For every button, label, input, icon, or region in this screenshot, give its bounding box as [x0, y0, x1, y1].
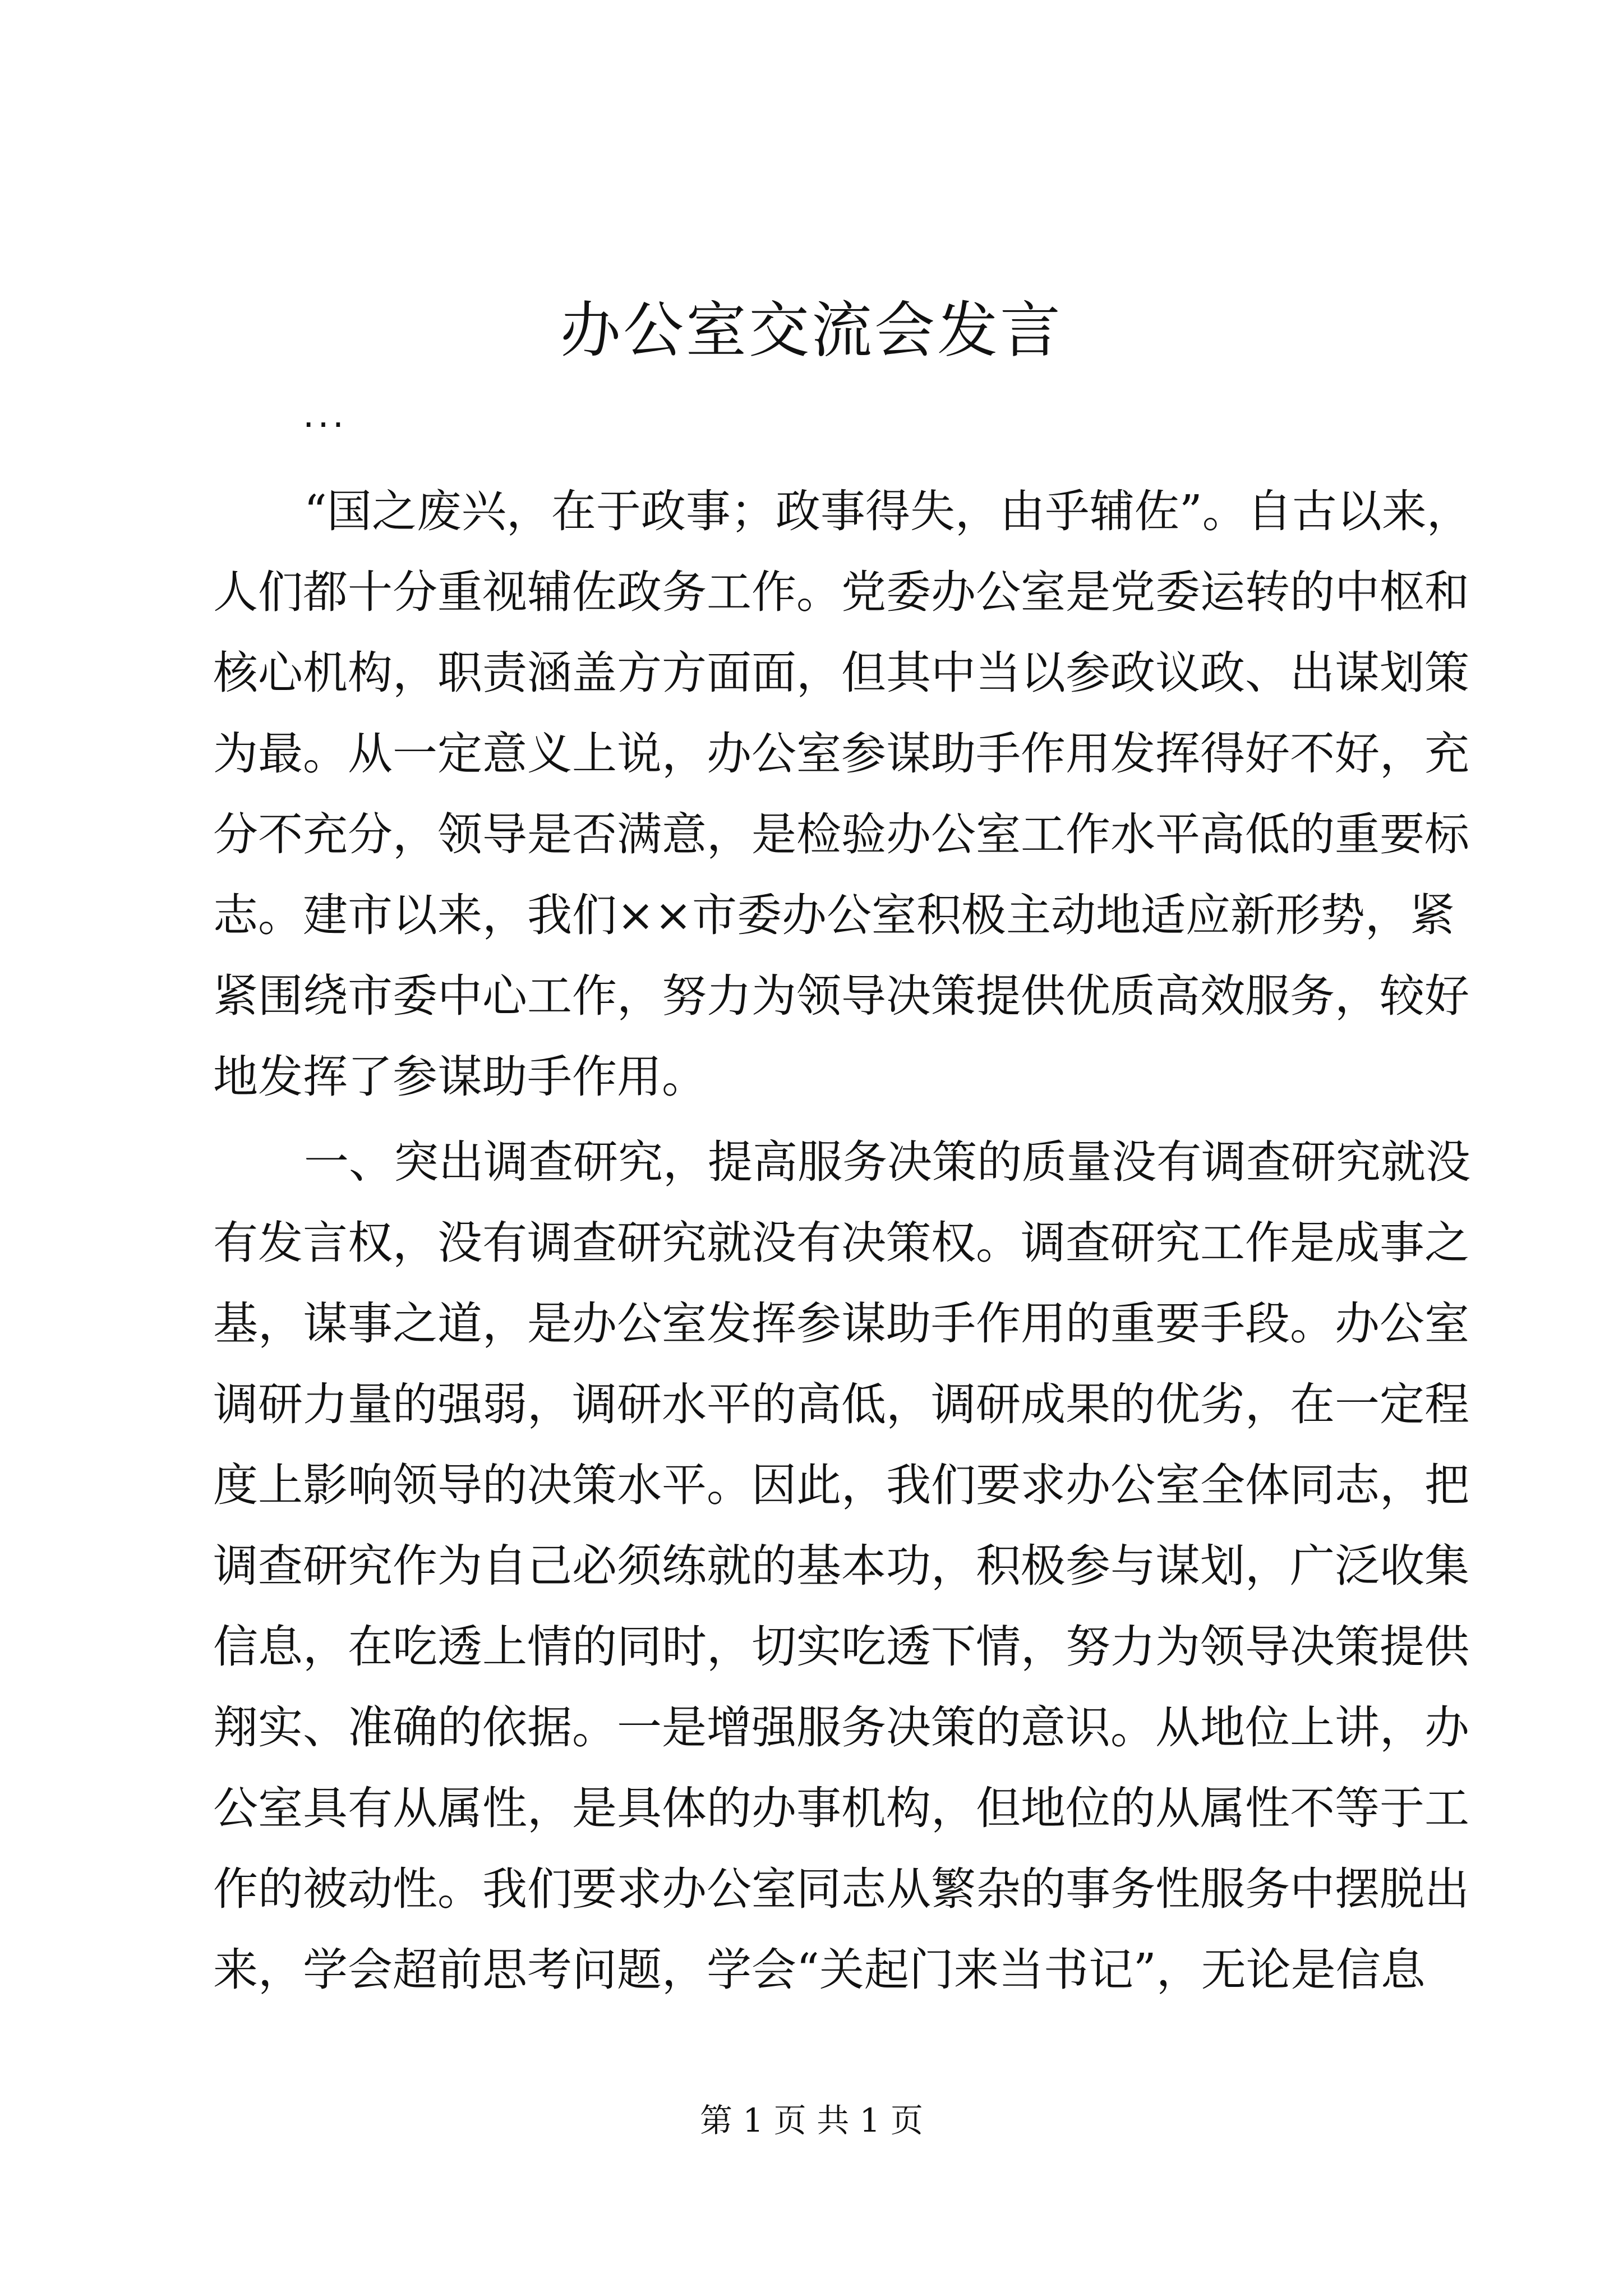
paragraph-line: 核心机构，职责涵盖方方面面，但其中当以参政议政、出谋划策 — [213, 647, 1469, 699]
paragraph-line: 分不充分，领导是否满意，是检验办公室工作水平高低的重要标 — [213, 808, 1469, 861]
paragraph-line: 基，谋事之道，是办公室发挥参谋助手作用的重要手段。办公室 — [213, 1297, 1469, 1350]
paragraph-line: 度上影响领导的决策水平。因此，我们要求办公室全体同志，把 — [213, 1459, 1469, 1511]
paragraph-line: 为最。从一定意义上说，办公室参谋助手作用发挥得好不好，充 — [213, 728, 1469, 780]
paragraph-line: 志。建市以来，我们××市委办公室积极主动地适应新形势，紧 — [213, 889, 1455, 941]
paragraph-line: 地发挥了参谋助手作用。 — [213, 1051, 707, 1103]
paragraph-line: 一、突出调查研究，提高服务决策的质量没有调查研究就没 — [304, 1136, 1470, 1188]
paragraph-line: 有发言权，没有调查研究就没有决策权。调查研究工作是成事之 — [213, 1217, 1469, 1269]
paragraph-line: 作的被动性。我们要求办公室同志从繁杂的事务性服务中摆脱出 — [213, 1863, 1469, 1915]
ellipsis-mark: ... — [303, 394, 348, 436]
document-title: 办公室交流会发言 — [560, 296, 1063, 366]
paragraph-line: 人们都十分重视辅佐政务工作。党委办公室是党委运转的中枢和 — [213, 566, 1469, 618]
paragraph-line: 来，学会超前思考问题，学会“关起门来当书记”，无论是信息 — [213, 1944, 1426, 1996]
paragraph-line: 调查研究作为自己必须练就的基本功，积极参与谋划，广泛收集 — [213, 1540, 1469, 1592]
paragraph-line: 信息，在吃透上情的同时，切实吃透下情，努力为领导决策提供 — [213, 1621, 1469, 1673]
paragraph-line: 公室具有从属性，是具体的办事机构，但地位的从属性不等于工 — [213, 1782, 1469, 1834]
paragraph-line: 紧围绕市委中心工作，努力为领导决策提供优质高效服务，较好 — [213, 970, 1469, 1022]
page-footer: 第 1 页 共 1 页 — [700, 2101, 923, 2139]
paragraph-line: 调研力量的强弱，调研水平的高低，调研成果的优劣，在一定程 — [213, 1378, 1469, 1430]
document-body — [213, 471, 1472, 2010]
paragraph-gap — [213, 1117, 1421, 1122]
paragraph-line: 翔实、准确的依据。一是增强服务决策的意识。从地位上讲，办 — [213, 1701, 1469, 1754]
paragraph-line: “国之废兴，在于政事；政事得失，由乎辅佐”。自古以来， — [304, 485, 1472, 537]
